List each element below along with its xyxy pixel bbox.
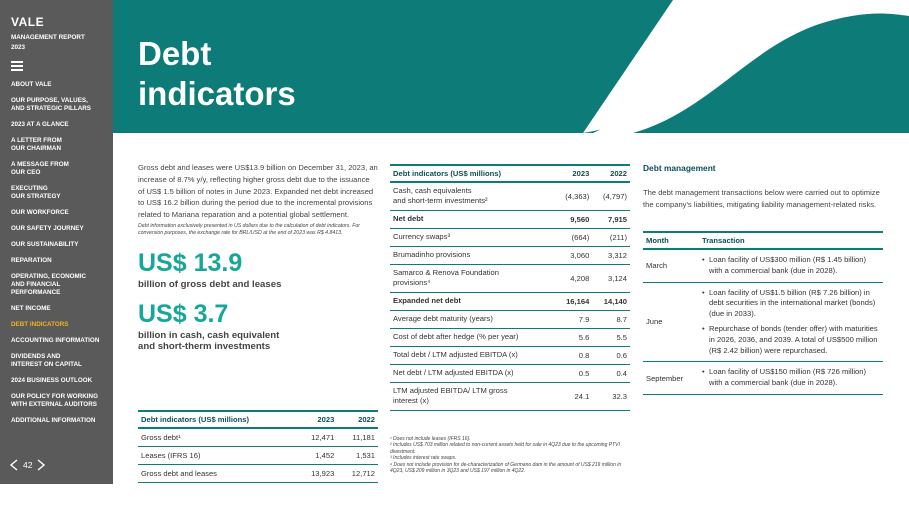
sidebar-nav-item[interactable]: OUR POLICY FOR WORKING WITH EXTERNAL AUDITORS: [11, 393, 98, 408]
sidebar-nav-item[interactable]: REPARATION: [11, 257, 52, 264]
value-2023: (664): [555, 228, 593, 246]
pagination: [9, 459, 46, 471]
row-label-text: Net debt: [393, 214, 424, 223]
sidebar-nav-item[interactable]: NET INCOME: [11, 305, 51, 312]
table-row: [643, 249, 883, 282]
value-2022: 7,915: [592, 210, 630, 228]
row-label-text: Cost of debt after hedge (% per year): [393, 332, 519, 341]
row-label-text: Expanded net debt: [393, 296, 461, 305]
sidebar-nav-item[interactable]: ACCOUNTING INFORMATION: [11, 337, 100, 344]
sidebar-nav-item[interactable]: A MESSAGE FROM OUR CEO: [11, 161, 69, 176]
sidebar-nav-item[interactable]: 2023 AT A GLANCE: [11, 121, 69, 128]
left-column: [138, 162, 378, 353]
table-header: Debt indicators (US$ millions): [138, 411, 297, 428]
gross-debt-figure: US$ 13.9: [138, 249, 243, 278]
row-label: Leases (IFRS 16): [138, 446, 297, 464]
month-cell: March: [643, 249, 699, 282]
sidebar-nav-item[interactable]: A LETTER FROM OUR CHAIRMAN: [11, 137, 62, 152]
cash-figure: US$ 3.7: [138, 299, 229, 328]
table-row: [390, 364, 630, 382]
row-label-text: Brumadinho provisions: [393, 250, 471, 259]
table-row: [643, 362, 883, 395]
row-label-text: Average debt maturity (years): [393, 314, 493, 323]
month-cell: September: [643, 362, 699, 395]
footnote: ² Includes US$ 703 million related to non-current assets held for sale in 4Q23 due to the upcoming PTVI divestment.: [390, 442, 620, 455]
cash-caption: billion in cash, cash equivalent and short-therm investments: [138, 329, 280, 353]
row-label: [390, 228, 555, 246]
sidebar-nav-item[interactable]: DEBT INDICATORS: [11, 321, 69, 328]
transaction-item: • Loan facility of US$150 million (R$ 726 million) with a commercial bank (due in 2028).: [702, 367, 880, 389]
row-label: [390, 310, 555, 328]
row-label-text: Samarco & Renova Foundation provisions⁴: [393, 268, 499, 287]
value-2022: 0.4: [592, 364, 630, 382]
row-label: [390, 328, 555, 346]
value-2023: (4,363): [555, 182, 593, 210]
row-label: [390, 346, 555, 364]
gross-debt-caption: billion of gross debt and leases: [138, 279, 282, 291]
transaction-item: • Repurchase of bonds (tender offer) with maturities in 2026, 2036, and 2039. A total of US$500 million (R$ 2.42 billion) were repurchased.: [702, 324, 880, 356]
table-row: [390, 264, 630, 292]
intro-footnote: Debt information exclusively presented in US dollars due to the calculation of debt indicators. For conversion purposes, the exchange rate for BRL/USD at the end of 2023 was R$ 4.8413.: [138, 222, 361, 236]
right-column: [643, 163, 883, 395]
table-row: [390, 328, 630, 346]
table-row: [643, 282, 883, 362]
sidebar-nav-item[interactable]: EXECUTING OUR STRATEGY: [11, 185, 61, 200]
month-cell: June: [643, 282, 699, 362]
transaction-cell: [699, 249, 883, 282]
value-2023: 13,923: [297, 464, 338, 482]
table-row: [390, 246, 630, 264]
value-2022: 3,312: [592, 246, 630, 264]
row-label: [390, 264, 555, 292]
table-row: [138, 464, 378, 482]
table-row: [138, 428, 378, 446]
row-label: [390, 182, 555, 210]
row-label-text: Currency swaps³: [393, 232, 450, 241]
sidebar-nav-item[interactable]: OUR SUSTAINABILITY: [11, 241, 79, 248]
table-header: 2023: [297, 411, 338, 428]
row-label: [390, 382, 555, 410]
page-header: [113, 0, 909, 133]
table-row: [390, 292, 630, 310]
value-2022: 14,140: [592, 292, 630, 310]
table-row: [390, 210, 630, 228]
footnote: ¹ Does not include leases (IFRS 16).: [390, 436, 471, 442]
table-row: [390, 182, 630, 210]
footnote: ⁴ Does not include provision for de-characterization of Germano dam in the amount of US$ 219 million in 4Q23, US$ 209 million in 3Q23 and US$ 197 million in 4Q22.: [390, 461, 622, 475]
value-2023: 0.8: [555, 346, 593, 364]
value-2023: 5.6: [555, 328, 593, 346]
table-footnotes: [390, 436, 630, 474]
debt-management-heading: Debt management: [643, 163, 716, 173]
transaction-cell: [699, 282, 883, 362]
value-2022: 12,712: [337, 464, 378, 482]
table-row: [138, 446, 378, 464]
value-2022: 1,531: [337, 446, 378, 464]
value-2023: 12,471: [297, 428, 338, 446]
value-2023: 0.5: [555, 364, 593, 382]
table-row: [390, 382, 630, 410]
sidebar-nav-item[interactable]: ADDITIONAL INFORMATION: [11, 417, 96, 424]
sidebar-nav-item[interactable]: OPERATING, ECONOMIC AND FINANCIAL PERFORMANCE: [11, 273, 87, 296]
sidebar-nav-item[interactable]: OUR PURPOSE, VALUES, AND STRATEGIC PILLARS: [11, 97, 91, 112]
value-2023: 1,452: [297, 446, 338, 464]
table-row: [390, 346, 630, 364]
row-label-text: LTM adjusted EBITDA/ LTM gross interest (x): [393, 386, 508, 405]
debt-indicators-table-container: [390, 164, 630, 411]
value-2022: 8.7: [592, 310, 630, 328]
sidebar-nav-item[interactable]: ABOUT VALE: [11, 81, 52, 88]
debt-management-description: The debt management transactions below were carried out to optimize the company's liabilities, mitigating liability management-related risks.: [643, 188, 880, 209]
sidebar-nav-item[interactable]: 2024 BUSINESS OUTLOOK: [11, 377, 93, 384]
report-title: MANAGEMENT REPORT 2023: [11, 34, 85, 51]
value-2022: 0.6: [592, 346, 630, 364]
footnote: ³ Includes interest rate swaps.: [390, 455, 457, 462]
row-label: [390, 364, 555, 382]
page-number: 42: [23, 460, 33, 470]
row-label-text: Net debt / LTM adjusted EBITDA (x): [393, 368, 514, 377]
table-header: Month: [643, 232, 699, 249]
hamburger-menu-icon[interactable]: [11, 61, 23, 71]
row-label-text: Total debt / LTM adjusted EBITDA (x): [393, 350, 518, 359]
value-2022: (4,797): [592, 182, 630, 210]
debt-management-table: [643, 231, 883, 395]
table-header: 2023: [555, 165, 593, 182]
table-header: Transaction: [699, 232, 883, 249]
row-label-text: Cash, cash equivalents and short-term investments²: [393, 186, 488, 206]
value-2022: 5.5: [592, 328, 630, 346]
sidebar-nav: [11, 81, 111, 433]
row-label: [390, 210, 555, 228]
transaction-item: • Loan facility of US$300 million (R$ 1.45 billion) with a commercial bank (due in 2028).: [702, 255, 880, 277]
sidebar-nav-item[interactable]: DIVIDENDS AND INTEREST ON CAPITAL: [11, 353, 82, 368]
intro-paragraph: Gross debt and leases were US$13.9 billion on December 31, 2023, an increase of 8.7% y/y, reflecting higher gross debt due to the issuance of US$ 1.5 billion of notes in June 2023. Expanded net debt increased to US$ 16.2 billion during the period due to the incremental provisions related to Mariana reparation and a potential global settlement.: [138, 163, 378, 220]
value-2022: 32.3: [592, 382, 630, 410]
table-header: 2022: [592, 165, 630, 182]
value-2023: 7.9: [555, 310, 593, 328]
page-title: Debt indicators: [138, 35, 296, 112]
row-label: [390, 292, 555, 310]
table-row: [390, 310, 630, 328]
row-label: [390, 246, 555, 264]
table-header: 2022: [337, 411, 378, 428]
sidebar: [0, 0, 113, 484]
table-header: Debt indicators (US$ millions): [390, 165, 555, 182]
transaction-cell: [699, 362, 883, 395]
value-2022: (211): [592, 228, 630, 246]
table-row: [390, 228, 630, 246]
value-2023: 24.1: [555, 382, 593, 410]
gross-debt-table-container: [138, 410, 378, 483]
previous-page-icon[interactable]: [9, 459, 18, 471]
gross-debt-table: [138, 410, 378, 483]
value-2023: 3,060: [555, 246, 593, 264]
sidebar-nav-item[interactable]: OUR SAFETY JOURNEY: [11, 225, 84, 232]
value-2023: 16,164: [555, 292, 593, 310]
transaction-item: • Loan facility of US$1.5 billion (R$ 7.26 billion) in debt securities in the international market (bonds) (due in 2033).: [702, 288, 880, 320]
debt-indicators-table: [390, 164, 630, 411]
value-2022: 3,124: [592, 264, 630, 292]
value-2023: 9,560: [555, 210, 593, 228]
next-page-icon[interactable]: [37, 459, 46, 471]
value-2022: 11,181: [337, 428, 378, 446]
row-label: Gross debt¹: [138, 428, 297, 446]
sidebar-nav-item[interactable]: OUR WORKFORCE: [11, 209, 69, 216]
value-2023: 4,208: [555, 264, 593, 292]
row-label: Gross debt and leases: [138, 464, 297, 482]
brand-logo: VALE: [11, 15, 45, 29]
